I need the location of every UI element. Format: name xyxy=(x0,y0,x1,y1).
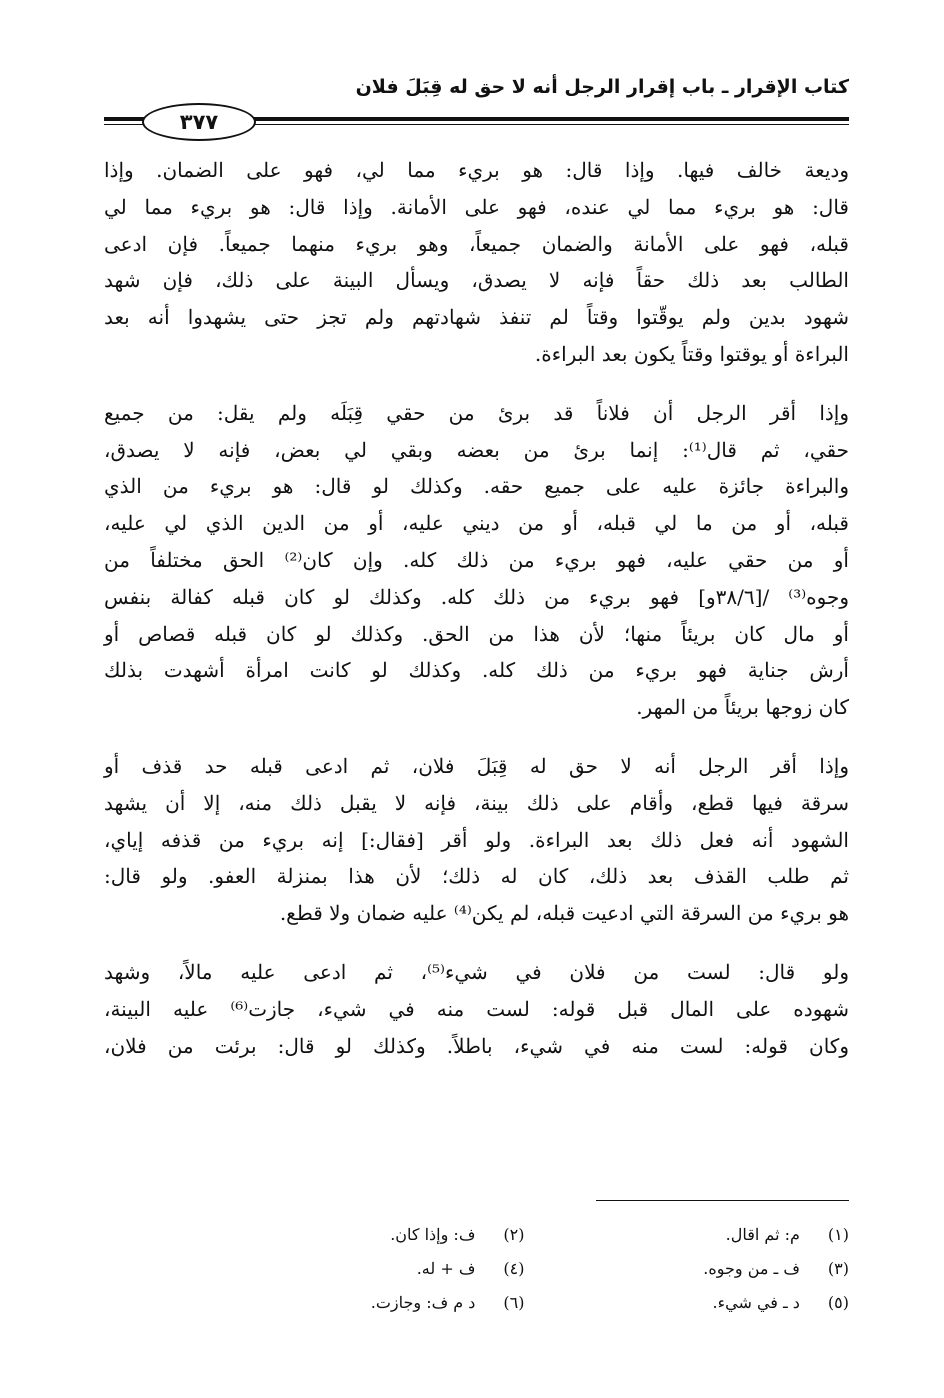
text-line: وكان قوله: لست منه في شيء، باطلاً. وكذلك لو قال: برئت من فلان، xyxy=(104,1033,849,1058)
text-line: ثم طلب القذف بعد ذلك، كان له ذلك؛ لأن هذا بمنزلة العفو. ولو قال: xyxy=(104,864,849,889)
text-line: أو من حقي عليه، فهو بريء من ذلك كله. وإن كان⁽²⁾ الحق مختلفاً من xyxy=(104,547,849,572)
text-line: حقي، ثم قال⁽¹⁾: إنما برئ من بعضه وبقي لي بعض، فإنه لا يصدق، xyxy=(104,437,850,462)
paragraph-4 xyxy=(104,954,849,1064)
footnote-number: (٢) xyxy=(503,1225,525,1244)
text-line: أرش جناية فهو بريء من ذلك كله. وكذلك لو كانت امرأة أشهدت بذلك xyxy=(104,658,849,683)
text-line: وديعة خالف فيها. وإذا قال: هو بريء مما لي، فهو على الضمان. وإذا xyxy=(104,158,849,182)
footnote-text: ف: وإذا كان. xyxy=(390,1225,476,1244)
footnote-item xyxy=(525,1218,850,1252)
footnote-item xyxy=(525,1286,850,1320)
text-line: شهود بدين ولم يوقّتوا وقتاً لم تنفذ شهادتهم ولم تجز حتى يشهدوا أنه بعد xyxy=(104,305,849,330)
footnote-text: د م ف: وجازت. xyxy=(370,1293,476,1312)
footnote-number: (٤) xyxy=(503,1259,525,1278)
footnote-item xyxy=(525,1252,850,1286)
footnote-number: (١) xyxy=(827,1225,849,1244)
footnote-text: م: ثم اقال. xyxy=(725,1225,800,1244)
text-line: سرقة فيها قطع، وأقام على ذلك بينة، فإنه لا يقبل ذلك منه، إلا أن يشهد xyxy=(104,790,849,815)
text-line: كان زوجها بريئاً من المهر. xyxy=(636,695,849,720)
footnotes xyxy=(200,1218,849,1320)
text-line: هو بريء من السرقة التي ادعيت قبله، لم يكن⁽⁴⁾ عليه ضمان ولا قطع. xyxy=(279,901,849,926)
text-line: شهوده على المال قبل قوله: لست منه في شيء، جازت⁽⁶⁾ عليه البينة، xyxy=(104,996,849,1021)
footnote-text: د ـ في شيء. xyxy=(712,1293,800,1312)
text-line: أو مال كان بريئاً منها؛ لأن هذا من الحق. وكذلك لو كان قبله قصاص أو xyxy=(104,621,849,646)
main-text xyxy=(104,152,849,1064)
paragraph-3 xyxy=(104,748,849,932)
text-line: وإذا أقر الرجل أن فلاناً قد برئ من حقي قِبَلَه ولم يقل: من جميع xyxy=(104,400,849,425)
page-header xyxy=(104,70,849,132)
footnote-item xyxy=(200,1218,525,1252)
running-title: كتاب الإقرار ـ باب إقرار الرجل أنه لا حق له قِبَلَ فلان xyxy=(355,76,849,98)
text-line: قبله، أو من ما لي قبله، أو من ديني عليه، أو من الدين الذي لي عليه، xyxy=(104,511,849,536)
footnote-row xyxy=(200,1252,849,1286)
footnote-separator xyxy=(596,1200,849,1201)
footnote-row xyxy=(200,1218,849,1252)
text-line: والبراءة جائزة عليه على جميع حقه. وكذلك لو قال: هو بريء من الذي xyxy=(104,474,849,499)
footnote-number: (٦) xyxy=(503,1293,525,1312)
text-line: قال: هو بريء مما لي عنده، فهو على الأمانة. وإذا قال: هو بريء مما لي xyxy=(104,194,849,219)
page-number: ٣٧٧ xyxy=(142,103,256,141)
text-line: وإذا أقر الرجل أنه لا حق له قِبَلَ فلان، ثم ادعى قبله حد قذف أو xyxy=(104,753,849,778)
text-line: ولو قال: لست من فلان في شيء⁽⁵⁾، ثم ادعى عليه مالاً، وشهد xyxy=(104,959,849,984)
footnote-text: ف + له. xyxy=(416,1259,476,1278)
paragraph-1 xyxy=(104,152,849,373)
footnote-number: (٥) xyxy=(827,1293,849,1312)
paragraph-2 xyxy=(104,395,849,726)
footnote-row xyxy=(200,1286,849,1320)
text-line: البراءة أو يوقتوا وقتاً يكون بعد البراءة. xyxy=(534,341,849,366)
text-line: الشهود أنه فعل ذلك بعد البراءة. ولو أقر [فقال:] إنه بريء من قذفه إياي، xyxy=(104,827,849,852)
footnote-item xyxy=(200,1252,525,1286)
footnote-text: ف ـ من وجوه. xyxy=(703,1259,800,1278)
footnote-number: (٣) xyxy=(827,1259,849,1278)
text-line: قبله، فهو على الأمانة والضمان جميعاً، وهو بريء منهما جميعاً. فإن ادعى xyxy=(104,231,849,256)
text-line: وجوه⁽³⁾ /[٣٨/٦و] فهو بريء من ذلك كله. وكذلك لو كان قبله كفالة بنفس xyxy=(104,584,849,609)
text-line: الطالب بعد ذلك حقاً فإنه لا يصدق، ويسأل البينة على ذلك، فإن شهد xyxy=(104,268,849,293)
footnote-item xyxy=(200,1286,525,1320)
